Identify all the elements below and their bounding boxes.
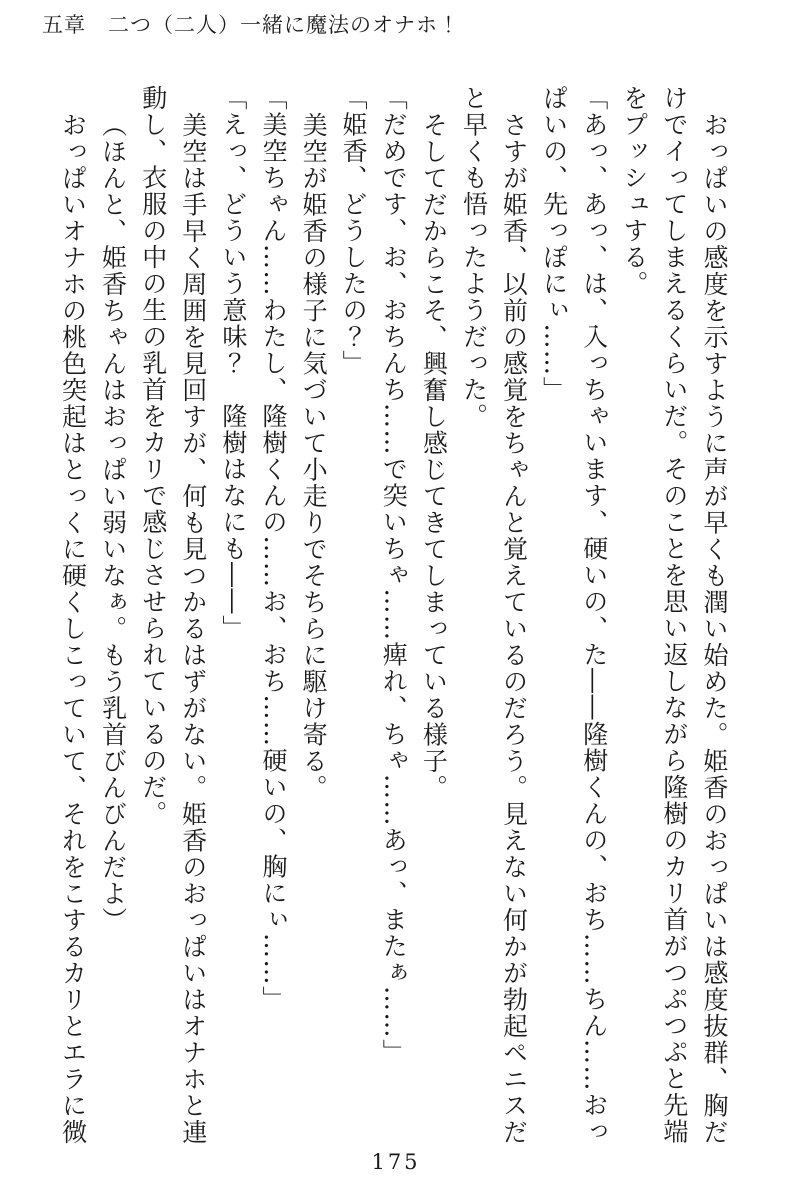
text-line: 「えっ、どういう意味？ 隆樹はなにも――」	[218, 85, 248, 642]
text-line: 「あっ、あっ、は、入っちゃいます、硬いの、た――隆樹くんの、おち……ちん……おっ	[579, 85, 609, 1145]
page-number: 175	[371, 1150, 421, 1174]
text-line: おっぱいオナホの桃色突起はとっくに硬くしこっていて、それをこするカリとエラに微	[58, 111, 88, 1145]
text-line: 美空が姫香の様子に気づいて小走りでそちらに駆け寄る。	[299, 111, 329, 801]
text-line: 動し、衣服の中の生の乳首をカリで感じさせられているのだ。	[138, 85, 168, 827]
text-line: （ほんと、姫香ちゃんはおっぱい弱いなぁ。もう乳首びんびんだよ）	[98, 111, 128, 933]
text-line: 「姫香、どうしたの？」	[339, 85, 369, 377]
text-line: おっぱいの感度を示すように声が早くも潤い始めた。姫香のおっぱいは感度抜群、胸だ	[700, 111, 729, 1145]
chapter-header: 五章 二つ（二人）一緒に魔法のオナホ！	[42, 13, 460, 37]
text-line: と早くも悟ったようだった。	[459, 85, 489, 430]
text-line: をプッシュする。	[619, 85, 649, 297]
text-line: 美空は手早く周囲を見回すが、何も見つかるはずがない。姫香のおっぱいはオナホと連	[178, 111, 208, 1145]
text-line: ぱいの、先っぽにぃ……」	[539, 85, 569, 403]
text-line: けでイってしまえるくらいだ。そのことを思い返しながら隆樹のカリ首がつぷつぷと先端	[659, 85, 689, 1145]
text-line: 「美空ちゃん……わたし、隆樹くんの……お、おち……硬いの、胸にぃ……」	[258, 85, 288, 1013]
text-line: 「だめです、お、おちんち……で突いちゃ……痺れ、ちゃ……あっ、またぁ……」	[379, 85, 409, 1066]
text-line: さすが姫香、以前の感覚をちゃんと覚えているのだろう。見えない何かが勃起ペニスだ	[499, 111, 529, 1145]
text-line: そしてだからこそ、興奮し感じてきてしまっている様子。	[419, 111, 449, 801]
page-text	[52, 85, 734, 1163]
